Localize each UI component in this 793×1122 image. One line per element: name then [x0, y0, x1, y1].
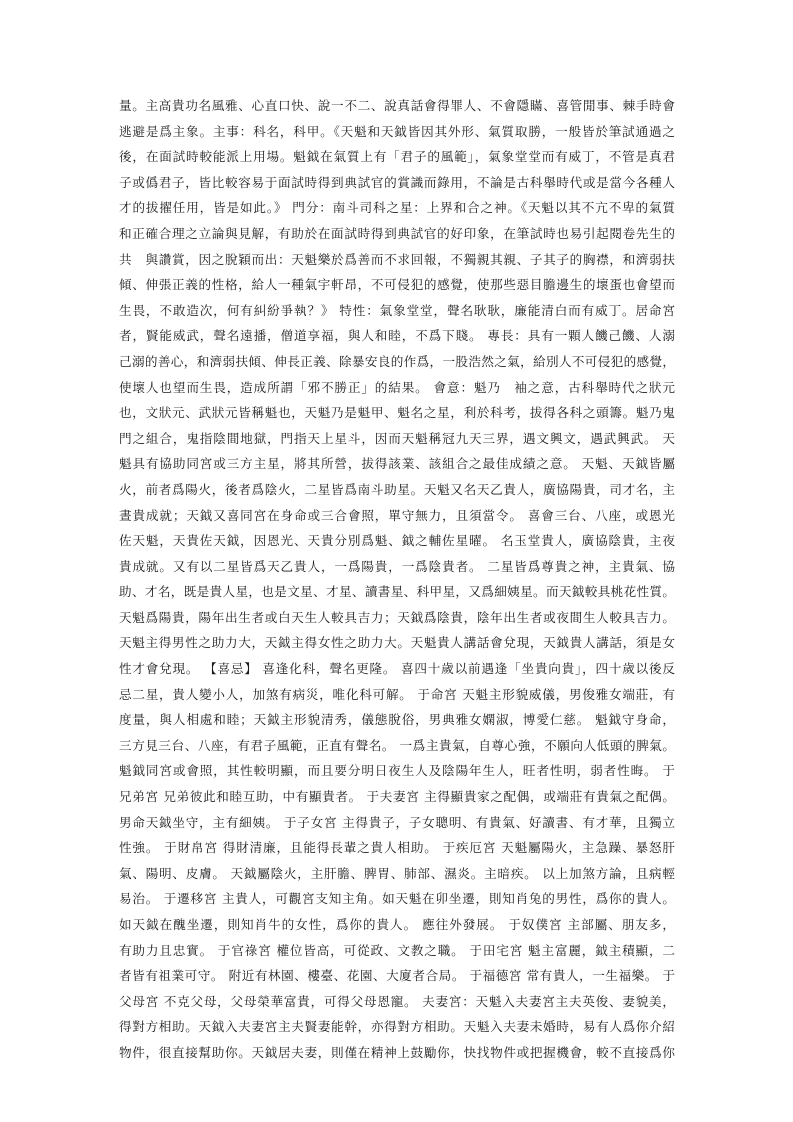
text-line: 兄弟宮 兄弟彼此和睦互助，中有顯貴者。 于夫妻宮 主得顯貴家之配偶，或端莊有貴氣之配偶。 — [119, 789, 675, 805]
text-line: 火，前者爲陽火，後者爲陰火，二星皆爲南斗助星。天魁又名天乙貴人，廣協陽貴，司才名，主 — [119, 481, 675, 497]
text-line: 度量，與人相處和睦；天鉞主形貌清秀，儀態脫俗，男典雅女嫻淑，博愛仁慈。 魁鉞守身命， — [119, 712, 675, 728]
text-line: 己溺的善心，和濟弱扶傾、伸長正義、除暴安良的作爲，一股浩然之氣，給別人不可侵犯的感覺， — [119, 353, 675, 369]
text-line: 生畏，不敢造次，何有糾紛爭執？》 特性：氣象堂堂，聲名耿耿，廉能清白而有威丁。居命宮 — [119, 302, 675, 318]
text-line: 晝貴成就；天鉞又喜同宮在身命或三合會照，單守無力，且須當令。 喜會三台、八座，或恩光 — [119, 507, 675, 523]
text-line: 者，賢能威武，聲名遠播，僧道享福，與人和睦，不爲下賤。 專長：具有一顆人饑己饑、人溺 — [119, 328, 675, 344]
text-line: 男命天鉞坐守，主有細姨。 于子女宮 主得貴子，子女聰明、有貴氣、好讀書、有才華，且獨立 — [119, 814, 675, 830]
text-line: 魁具有協助同宮或三方主星，將其所營，拔得該業、該組合之最佳成績之意。 天魁、天鉞皆屬 — [119, 456, 675, 472]
text-line: 者皆有祖業可守。 附近有林園、樓臺、花園、大廈者合局。 于福德宮 常有貴人，一生福樂。 于 — [119, 968, 675, 984]
text-line: 才的拔擢任用，皆是如此。》 門分：南斗司科之星：上界和合之神。《天魁以其不亢不卑的氣質 — [119, 200, 675, 216]
text-line: 和正確合理之立論與見解，有助於在面試時得到典試官的好印象，在筆試時也易引起閱卷先生的 — [119, 225, 675, 241]
text-line: 門之組合，鬼指陰間地獄，門指天上星斗，因而天魁稱冠九天三界，遇文興文，遇武興武。 天 — [119, 430, 675, 446]
text-line: 天魁爲陽貴，陽年出生者或白天生人較具吉力；天鉞爲陰貴，陰年出生者或夜間生人較具吉力。 — [119, 609, 675, 625]
text-line: 性才會兌現。 【喜忌】 喜逢化科，聲名更隆。 喜四十歲以前遇逢「坐貴向貴」，四十歲以後反 — [119, 661, 675, 677]
text-line: 如天鉞在醜坐遷，則知肖牛的女性，爲你的貴人。 應往外發展。 于奴僕宮 主部屬、朋友多， — [119, 917, 675, 932]
text-line: 共 與讚賞，因之脫穎而出：天魁樂於爲善而不求回報，不獨親其親、子其子的胸襟，和濟弱扶 — [119, 251, 675, 267]
text-line: 物件，很直接幫助你。天鉞居夫妻，則僅在精神上鼓勵你，快找物件或把握機會，較不直接爲你 — [119, 1044, 675, 1060]
text-line: 量。主高貴功名風雅、心直口快、說一不二、說真話會得罪人、不會隱瞞、喜管閒事、棘手時會 — [119, 98, 675, 113]
text-line: 魁鉞同宮或會照，其性較明顯，而且要分明日夜生人及陰陽年生人，旺者性明，弱者性晦。 于 — [119, 763, 675, 779]
text-line: 使壞人也望而生畏，造成所謂「邪不勝正」的結果。 會意：魁乃 袖之意，古科舉時代之狀元 — [119, 379, 675, 395]
text-line: 後，在面試時較能派上用場。魁鉞在氣質上有「君子的風範」，氣象堂堂而有威丁，不管是真君 — [119, 149, 675, 165]
text-line: 忌二星，貴人變小人，加煞有病災，唯化科可解。 于命宮 天魁主形貌威儀，男俊雅女端莊，有 — [119, 686, 675, 702]
text-line: 易治。 于遷移宮 主貴人，可觀宮支知主角。如天魁在卯坐遷，則知肖兔的男性，爲你的貴人。 — [119, 891, 675, 907]
text-line: 氣、陽明、皮膚。 天鉞屬陰火，主肝膽、脾胃、肺部、濕炎。主暗疾。 以上加煞方論，且病輕 — [119, 865, 675, 881]
text-line: 也，文狀元、武狀元皆稱魁也，天魁乃是魁甲、魁名之星，利於科考，拔得各科之頭籌。魁乃鬼 — [119, 405, 675, 421]
body-text — [119, 93, 675, 1066]
text-line: 貴成就。又有以二星皆爲天乙貴人，一爲陽貴，一爲陰貴者。 二星皆爲尊貴之神，主貴氣、協 — [119, 558, 675, 574]
text-line: 得對方相助。天鉞入夫妻宮主夫賢妻能幹，亦得對方相助。天魁入夫妻未婚時，易有人爲你介紹 — [119, 1019, 675, 1035]
text-line: 傾、伸張正義的性格，給人一種氣宇軒昂，不可侵犯的感覺，使那些惡目膽邊生的壞蛋也會望而 — [119, 277, 675, 293]
text-line: 天魁主得男性之助力大，天鉞主得女性之助力大。天魁貴人講話會兌現，天鉞貴人講話，須是女 — [119, 635, 675, 651]
text-line: 助、才名，既是貴人星，也是文星、才星、讀書星、科甲星，又爲細姨星。而天鉞較具桃花性質。 — [119, 584, 675, 600]
text-line: 子或僞君子，皆比較容易于面試時得到典試官的賞識而錄用，不論是古科舉時代或是當今各種人 — [119, 174, 675, 190]
text-line: 性強。 于財帛宮 得財清廉，且能得長輩之貴人相助。 于疾厄宮 天魁屬陽火，主急躁、暴怒肝 — [119, 840, 675, 856]
text-line: 逃避是爲主象。主事：科名，科甲。《天魁和天鉞皆因其外形、氣質取勝，一般皆於筆試通過之 — [119, 123, 675, 139]
text-line: 有助力且忠實。 于官祿宮 權位皆高，可從政、文教之職。 于田宅宮 魁主富麗，鉞主積顯，二 — [119, 942, 675, 958]
text-line: 父母宮 不克父母，父母榮華富貴，可得父母恩寵。 夫妻宮：天魁入夫妻宮主夫英俊、妻貌美， — [119, 993, 675, 1009]
text-line: 佐天魁，天貴佐天鉞，因恩光、天貴分別爲魁、鉞之輔佐星曜。 名玉堂貴人，廣協陰貴，主夜 — [119, 533, 675, 549]
text-line: 三方見三台、八座，有君子風範，正直有聲名。 一爲主貴氣，自尊心強，不願向人低頭的脾氣。 — [119, 737, 675, 753]
